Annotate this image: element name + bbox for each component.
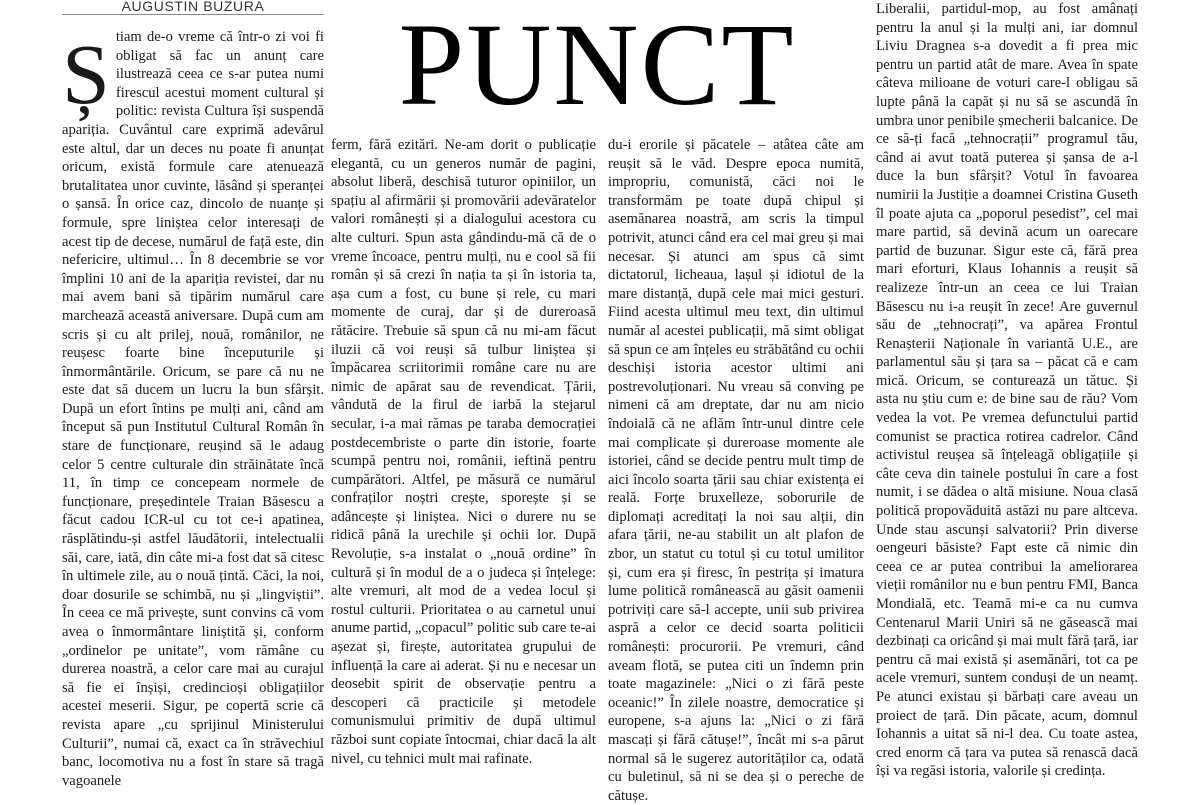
column-1-body <box>62 28 324 790</box>
headline: PUNCT <box>398 0 796 130</box>
article-column-2 <box>331 136 596 767</box>
author-byline: AUGUSTIN BUZURA <box>62 0 324 15</box>
column-1-text: tiam de-o vreme că într-o zi voi fi obligat să fac un anunț care ilustrează ceea ce s-ar putea numi firescul acestui moment cultural și politic: revista Cultura își suspendă apariția. Cuvântul care exprimă adevărul este altul, dar un deces nu poate fi anunțat oricum, există formule care atenuează brutalitatea unor cuvinte, lăsând și speranței o șansă. În orice caz, dincolo de nuanțe și formule, spre liniștea celor interesați de acest tip de decese, numărul de față este, din nefericire, ultimul… În 8 decembrie se vor împlini 10 ani de la apariția revistei, dar nu mai avem bani să tipărim numărul care marchează această aniversare. După cum am scris și cu alt prilej, nouă, românilor, ne reușesc foarte bine începuturile și înmormântările. Oricum, se pare că nu ne este dat să ducem un lucru la bun sfârșit. După un efort întins pe mulți ani, când am început să pun Institutul Cultural Român în stare de funcționare, reușind să le adaug celor 5 centre culturale din străinătate încă 11, în timp ce concepeam normele de funcționare, președintele Traian Băsescu a făcut cadou ICR-ul cu tot ce-i apatinea, răsplătindu-și astfel lăudătorii, intelectualii săi, care, iată, din câte mi-a fost dat să citesc în ultimele zile, au o nouă țintă. Căci, la noi, doar dosurile se schimbă, nu și „lingviștii”. În ceea ce mă privește, sunt convins că vom avea o înmormântare liniștită și, conform „ordinelor pe unitate”, vom rămâne cu durerea noastră, a celor care mai au curajul să fie ei înșiși, credincioși obligațiilor acestei meserii. Sigur, pe copertă scrie că revista apare „cu sprijinul Ministerului Culturii”, numai că, exact ca în străvechiul banc, locomotiva nu a fost în stare să tragă vagoanele <box>62 29 324 789</box>
column-4-text: Liberalii, partidul-mop, au fost amânați pentru la anul și la mulți ani, iar domnul Liviu Dragnea s-a dovedit a fi prea mic pentru un partid atât de mare. Avea în spate câteva milioane de voturi care-l obligau să lupte până la capăt și nu să se ascundă în umbra unor penibile șmecherii balcanice. De ce să-ți facă „tehnocrații” programul tău, când ai avut toată puterea și șansa de a-l duce la bun sfârșit? Votul în favoarea numirii la Justiție a doamnei Cristina Guseth îl poate ajuta ca „poporul pesedist”, cel mai mare partid, să devină acum un oarecare partid de buzunar. Sigur este că, fără prea mari eforturi, Klaus Iohannis a reușit să realizeze într-un an ceea ce lui Traian Băsescu nu i-a reușit în zece! Are guvernul său de „tehnocrați”, va apărea Frontul Renașterii Naționale în variantă U.E., are parlamentul său și țara sa – păcat că e cam mică. Oricum, se conturează un tătuc. Și asta nu știu cum e: de bine sau de rău? Vom vedea la vot. Pe vremea defunctului partid comunist se practica rotirea cadrelor. Când activistul reușea să înțeleagă obligațiile și câte ceva din tainele postului în care a fost numit, i se dădea o altă misiune. Noua clasă politică propovăduită astăzi nu pare altceva. Unde stau ascunși salvatorii? Prin diverse oengeuri băsiste? Fapt este că nimic din ceea ce ar putea contribui la ameliorarea vieții românilor nu e bun pentru FMI, Banca Mondială, etc. Teamă mi-e ca nu cumva Centenarul Marii Uniri să ne găsească mai dezbinați ca oricând și mai mult fără țară, iar pentru că mai există și asemănări, tot ca pe acele vremuri, suntem conduși de un neamț. Pe atunci existau și bărbați care aveau un proiect de țară. Din păcate, acum, domnul Iohannis a uitat să ni-l dea. Cu toate astea, cred enorm că țara va putea să renască dacă își va regăsi istoria, valorile și credința. <box>876 1 1138 780</box>
article-column-4 <box>876 0 1138 780</box>
article-column-3 <box>608 136 864 804</box>
drop-cap: Ș <box>62 26 110 122</box>
column-2-text: ferm, fără ezitări. Ne-am dorit o publicație elegantă, cu un generos număr de pagini, absolut liberă, deschisă tuturor opiniilor, un spațiu al afirmării și promovării adevăratelor valori românești și a dialogului acestora cu alte culturi. Spun asta gândindu-mă că de o vreme încoace, pentru mulți, nu e cool să fii român și să crezi în nația ta și în istoria ta, așa cum a fost, cu bune și rele, cu mari momente de curaj, dar și de dureroasă rătăcire. Trebuie să spun că nu mi-am făcut iluzii că voi reuși să tulbur liniștea și împăcarea scriitorimii române care nu are nimic de apărat sau de revendicat. Țării, vândută de la firul de iarbă la stejarul secular, i-a mai rămas pe taraba democrației postdecembriste o parte din istorie, foarte scumpă pentru noi, românii, ieftină pentru cumpărători. Altfel, pe măsură ce numărul confraților noștri crește, sporește și se adâncește și liniștea. Nici o durere nu se ridică până la urechile și ochii lor. După Revoluție, s-a instalat o „nouă ordine” în cultură și în modul de a o judeca și înțelege: alte vremuri, alt mod de a vedea locul și rostul culturii. Prioritatea o au carnetul unui anume partid, „copacul” politic sub care te-ai așezat și, firește, autoritatea grupului de influență la care ai aderat. Și nu e necesar un deosebit spirit de observație pentru a descoperi că practicile și metodele comunismului primitiv de după ultimul război sunt copiate întocmai, chiar dacă la alt nivel, cu tehnici mult mai rafinate. <box>331 137 596 767</box>
column-3-text: du-i erorile și păcatele – atâtea câte am reușit să le văd. Despre epoca numită, impropriu, comunistă, căci noi le transformăm pe toate după chipul și asemănarea noastră, am scris la timpul potrivit, atunci când era cel mai greu și mai necesar. Și atunci am spus că simt dictatorul, licheaua, lașul și idiotul de la mare distanță, după cele mai mici gesturi. Fiind acesta ultimul meu text, din ultimul număr al acestei publicații, mă simt obligat să spun ce am înțeles eu străbătând cu ochii deschiși istoria acestor ultimi ani postrevoluționari. Nu vreau să conving pe nimeni că am dreptate, dar nu am nicio îndoială că ne aflăm într-unul dintre cele mai complicate și dureroase momente ale istoriei, când se decide pentru mult timp de aici încolo soarta țării sau chiar existența ei reală. Forțe bruxelleze, soborurile de diplomați acreditați la noi sau alții, din afara țării, ne-au stabilit un alt plafon de zbor, un statut cu totul și cu totul umilitor și, cum era și firesc, în pestrița și imatura lume politică românească au găsit oamenii potriviți care să-l accepte, unii sub privirea aspră a celor ce decid soarta politicii românești: procurorii. Pe vremuri, când aveam flotă, se putea citi un îndemn prin toate magazinele: „Nici o zi fără peste oceanic!” În zilele noastre, democratice și europene, s-a ajuns la: „Nici o zi fără mascați și fără cătușe!”, încât mi s-a părut normal să le sugerez autorităților ca, odată cu buletinul, să ni se dea și o pereche de cătușe. <box>608 137 864 804</box>
author-byline-wrap <box>62 0 324 20</box>
article-column-1 <box>62 0 324 789</box>
